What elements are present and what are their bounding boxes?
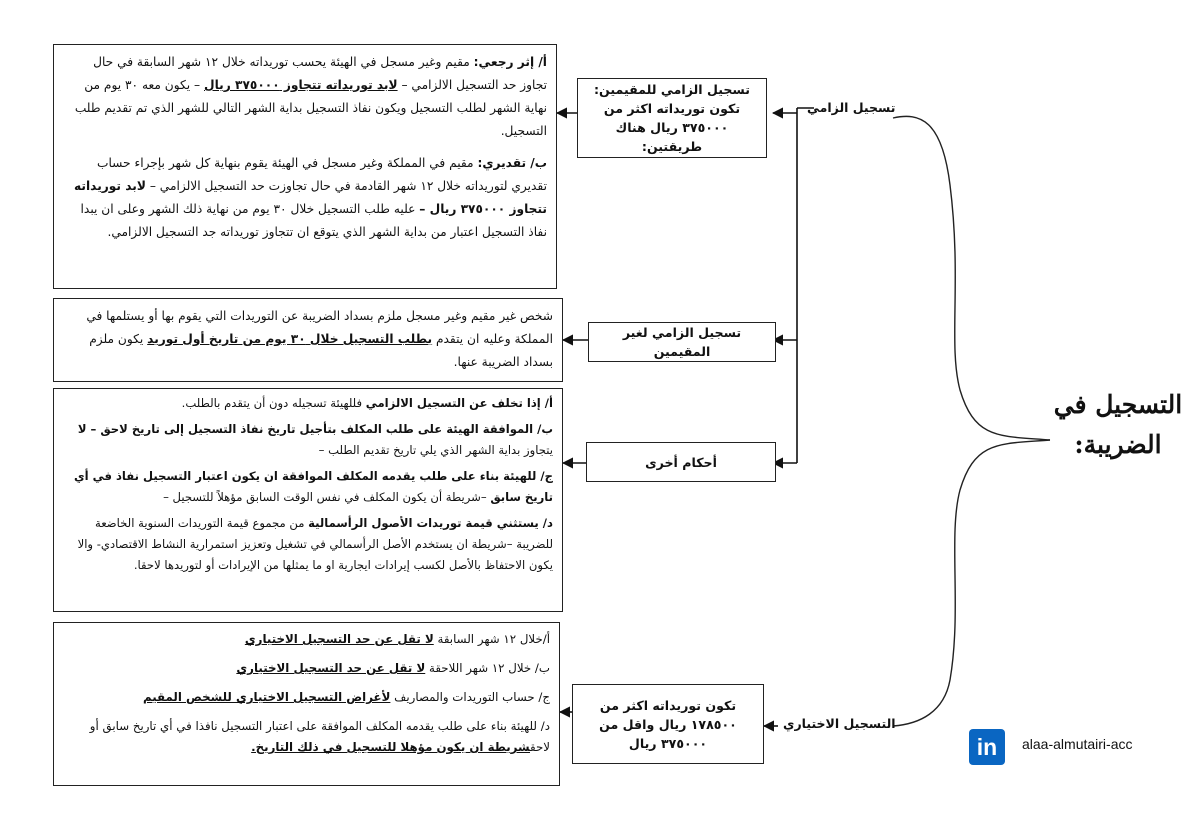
rule-c: ج/ للهيئة بناء على طلب يقدمه المكلف الموافقة ان يكون اعتبار التسجيل نفاذ في أي تاريخ سابق –شريطة أن يكون المكلف في نفس الوقت السابق مؤهلاً للتسجيل – bbox=[73, 469, 553, 504]
branch-voluntary-label: التسجيل الاختياري bbox=[783, 716, 896, 731]
residents-box: تسجيل الزامي للمقيمين: تكون توريداته اكثر من ٣٧٥٠٠٠ ريال هناك طريقتين: bbox=[577, 78, 767, 158]
page-title: التسجيل في الضريبة: bbox=[1053, 390, 1183, 459]
rule-b: ب/ الموافقة الهيئة على طلب المكلف بتأجيل تاريخ نفاذ التسجيل إلى تاريخ لاحق – لا يتجاوز بداية الشهر الذي يلي تاريخ تقديم الطلب – bbox=[77, 422, 553, 457]
voluntary-c: ج/ حساب التوريدات والمصاريف لأغراض التسجيل الاختياري للشخص المقيم bbox=[142, 690, 550, 704]
non-residents-detail bbox=[53, 298, 563, 382]
voluntary-detail bbox=[53, 622, 560, 786]
author-handle: alaa-almutairi-acc bbox=[1022, 736, 1133, 752]
branch-mandatory-label: تسجيل الزامي bbox=[807, 100, 896, 115]
rule-d: د/ يستثني قيمة توريدات الأصول الرأسمالية من مجموع قيمة التوريدات السنوية الخاضعة للضريبة –شريطة ان يستخدم الأصل الرأسمالي في تشغيل وتعزيز استمرارية النشاط الاقتصادي- والا يكون الاحتفاظ بالأصل لكسب إيرادات ايجارية او ما يمثلها من الإيرادات أو لتوريدها لاحقا. bbox=[77, 516, 553, 572]
main-brace bbox=[893, 116, 1050, 440]
voluntary-box: تكون توريداته اكثر من ١٧٨٥٠٠ ريال واقل من ٣٧٥٠٠٠ ريال bbox=[572, 684, 764, 764]
method-retroactive: أ/ إثر رجعي: مقيم وغير مسجل في الهيئة يحسب توريداته خلال ١٢ شهر السابقة في حال تجاوز حد التسجيل الالزامي – لابد توريداته تتجاوز ٣٧٥٠٠٠ ريال – يكون معه ٣٠ يوم من نهاية الشهر لطلب التسجيل ويكون نفاذ التسجيل بداية الشهر التالي للشهر الذي تم تقديم طلب التسجيل. bbox=[74, 55, 547, 138]
non-residents-text: شخص غير مقيم وغير مسجل ملزم بسداد الضريبة عن التوريدات التي يقوم بها أو يستلمها في المملكة وعليه ان يتقدم بطلب التسجيل خلال ٣٠ يوم من تاريخ أول توريد يكون ملزم بسداد الضريبة عنها. bbox=[86, 309, 553, 369]
voluntary-d: د/ للهيئة بناء على طلب يقدمه المكلف الموافقة على اعتبار التسجيل نافذا في أي تاريخ سابق أو لاحقشريطة ان يكون مؤهلا للتسجيل في ذلك التاريخ. bbox=[89, 719, 550, 754]
residents-detail bbox=[53, 44, 557, 289]
linkedin-icon[interactable]: in bbox=[969, 729, 1005, 765]
non-residents-box: تسجيل الزامي لغير المقيمين bbox=[588, 322, 776, 362]
other-rules-box: أحكام أخرى bbox=[586, 442, 776, 482]
voluntary-a: أ/خلال ١٢ شهر السابقة لا تقل عن حد التسجيل الاختياري bbox=[244, 632, 550, 646]
method-estimated: ب/ تقديري: مقيم في المملكة وغير مسجل في الهيئة يقوم بنهاية كل شهر بإجراء حساب تقديري لتوريداته خلال ١٢ شهر القادمة في حال تجاوزت حد التسجيل الالزامي – لابد توريداته تتجاوز ٣٧٥٠٠٠ ريال – عليه طلب التسجيل خلال ٣٠ يوم من نهاية ذلك الشهر وعلى ان يبدا نفاذ التسجيل اعتبار من بداية الشهر الذي يتوقع ان تتجاوز توريداته جد التسجيل الالزامي. bbox=[74, 156, 547, 239]
main-brace-lower bbox=[893, 440, 1050, 726]
other-rules-detail bbox=[53, 388, 563, 612]
rule-a: أ/ إذا تخلف عن التسجيل الالزامي فللهيئة تسجيله دون أن يتقدم بالطلب. bbox=[181, 396, 553, 410]
voluntary-b: ب/ خلال ١٢ شهر اللاحقة لا تقل عن حد التسجيل الاختياري bbox=[236, 661, 550, 675]
